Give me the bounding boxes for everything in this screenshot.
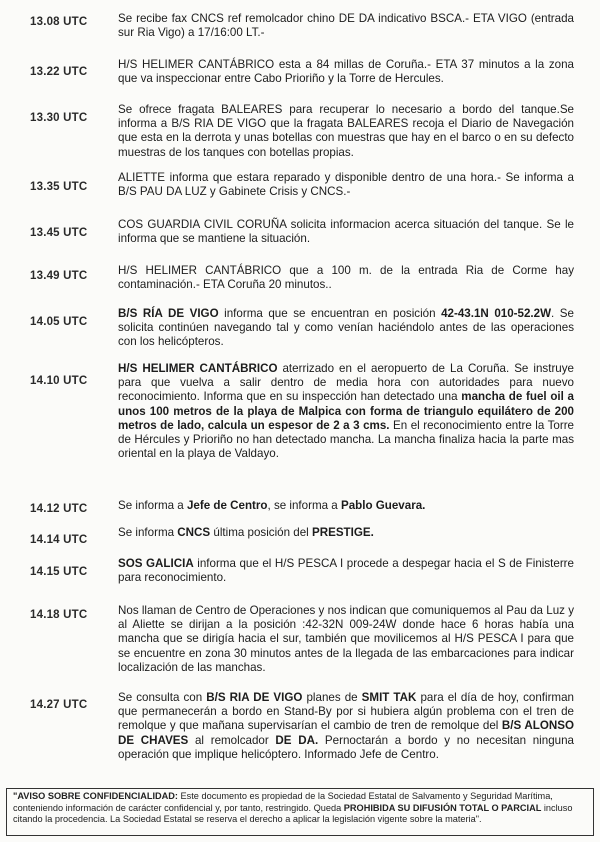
entry-text: [118, 171, 574, 199]
entry-time: 13.22 UTC: [30, 66, 88, 78]
entry-text: [118, 526, 574, 540]
entry-text: [118, 499, 574, 513]
entry-text-run: ALIETTE informa que estara reparado y disponible dentro de una hora.- Se informa a B/S PAU DA LUZ y Gabinete Crisis y CNCS.-: [118, 171, 574, 199]
entry-text-run: Se ofrece fragata BALEARES para recuperar lo necesario a bordo del tanque.Se informa a B/S RIA DE VIGO que la fragata BALEARES recoja el Diario de Navegación que esta en la derrota y unas botellas con muestras que hay en el barco o en su defecto muestras de los tanques con botellas propias.: [118, 103, 574, 159]
entry-time: 14.18 UTC: [30, 609, 88, 621]
entry-text-run: H/S HELIMER CANTÁBRICO esta a 84 millas de Coruña.- ETA 37 minutos a la zona que va inspeccionar entre Cabo Prioriño y la Torre de Hercules.: [118, 58, 574, 86]
entry-text-bold: SOS GALICIA: [118, 557, 194, 570]
entry-text-run: planes de: [302, 691, 362, 704]
entry-time: 14.15 UTC: [30, 566, 88, 578]
entry-text-bold: CNCS: [177, 526, 211, 539]
entry-text-run: última posición del: [210, 526, 312, 539]
entry-text-run: al remolcador: [188, 733, 276, 747]
entry-text-bold: Pablo Guevara.: [340, 499, 426, 512]
entry-text-run: COS GUARDIA CIVIL CORUÑA solicita informacion acerca situación del tanque. Se le informa que se mantiene la situación.: [118, 218, 574, 246]
entry-text-bold: PRESTIGE.: [311, 526, 374, 539]
entry-time: 13.08 UTC: [30, 16, 88, 28]
entry-text-bold: DE DA.: [275, 733, 319, 747]
entry-time: 14.27 UTC: [30, 699, 88, 711]
entry-text-run: aterrizado en el aeropuerto de La Coruña. Se instruye para que vuelva a salir dentro de media hora con autoridades para nuevo reconocimiento. Informa que en su inspección han detectado una: [118, 362, 574, 404]
entry-time: 14.14 UTC: [30, 534, 88, 546]
entry-time: 14.10 UTC: [30, 375, 88, 387]
confidentiality-notice: [6, 788, 594, 836]
entry-text-bold: B/S ALONSO DE CHAVES: [118, 719, 574, 747]
entry-time: 13.49 UTC: [30, 270, 88, 282]
entry-text-run: . Se solicita continúen navegando tal y como venían haciéndolo antes de las operaciones con los helicópteros.: [118, 307, 574, 349]
notice-prohibition: PROHIBIDA SU DIFUSIÓN TOTAL O PARCIAL: [343, 802, 542, 813]
entry-text: [118, 264, 574, 292]
entry-time: 14.05 UTC: [30, 316, 88, 328]
entry-time: 13.30 UTC: [30, 112, 88, 124]
entry-text: [118, 58, 574, 86]
entry-text: [118, 691, 574, 762]
entry-time: 14.12 UTC: [30, 503, 88, 515]
entry-time: 13.45 UTC: [30, 227, 88, 239]
entry-text: [118, 307, 574, 350]
entry-text-bold: B/S RIA DE VIGO: [206, 691, 303, 704]
entry-text-bold: mancha de fuel oil a unos 100 metros de la playa de Malpica con forma de triangulo equilátero de 200 metros de lado, calcula un espesor de 2 a 3 cms.: [118, 390, 574, 432]
entry-text: [118, 218, 574, 246]
entry-text: [118, 12, 574, 40]
notice-heading: "AVISO SOBRE CONFIDENCIALIDAD:: [13, 791, 178, 801]
entry-text: [118, 362, 574, 461]
entry-text-run: para el día de hoy, confirman que permanecerán a bordo en Stand-By por si hubiera algún problema con el tren de remolque y que mañana supervisarían el cambio de tren de remolque del: [118, 691, 574, 733]
entry-text-run: Se recibe fax CNCS ref remolcador chino DE DA indicativo BSCA.- ETA VIGO (entrada sur Ria Vigo) a 17/16:00 LT.-: [118, 12, 574, 40]
entry-text-run: Pernoctarán a bordo y no necesitan ninguna operación que implique helicóptero. Informado Jefe de Centro.: [118, 733, 574, 761]
entry-text: [118, 557, 574, 585]
notice-text-2: incluso citando la procedencia. La Sociedad Estatal se reserva el derecho a aplicar la legislación vigente sobre la materia".: [13, 802, 573, 824]
entry-text-run: informa que se encuentran en posición: [218, 307, 442, 320]
entry-text-bold: SMIT TAK: [361, 691, 417, 704]
entry-text-run: Se informa a: [118, 499, 187, 512]
entry-text-run: Se informa: [118, 526, 178, 539]
entry-text: [118, 604, 574, 675]
entry-text: [118, 103, 574, 160]
entry-text-bold: H/S HELIMER CANTÁBRICO: [118, 362, 278, 375]
entry-text-bold: 42-43.1N 010-52.2W: [441, 307, 552, 320]
entry-time: 13.35 UTC: [30, 181, 88, 193]
entry-text-run: H/S HELIMER CANTÁBRICO que a 100 m. de la entrada Ria de Corme hay contaminación.- ETA Coruña 20 minutos..: [118, 264, 574, 292]
entry-text-run: Se consulta con: [118, 691, 207, 704]
entry-text-bold: B/S RÍA DE VIGO: [118, 307, 219, 320]
entry-text-run: informa que el H/S PESCA I procede a despegar hacia el S de Finisterre para reconocimiento.: [118, 557, 574, 585]
entry-text-run: , se informa a: [267, 499, 341, 512]
entry-text-bold: Jefe de Centro: [186, 499, 268, 512]
entry-text-run: En el reconocimiento entre la Torre de Hércules y Prioriño no han detectado mancha. La mancha finaliza hacia la parte mas oriental en la playa de Valdayo.: [118, 418, 575, 461]
notice-text-1: Este documento es propiedad de la Sociedad Estatal de Salvamento y Seguridad Marítima, conteniendo información de carácter confidencial y, por tanto, restringido. Queda: [13, 791, 553, 813]
entry-text-run: Nos llaman de Centro de Operaciones y nos indican que comuniquemos al Pau da Luz y al Aliette se dirijan a la posición :42-32N 009-24W donde hace 6 horas había una mancha que se dirigía hacia el sur, también que movilicemos al H/S PESCA I para que se encuentre en zona 30 minutos antes de la llegada de las embarcaciones para indicar localización de las manchas.: [118, 604, 574, 674]
